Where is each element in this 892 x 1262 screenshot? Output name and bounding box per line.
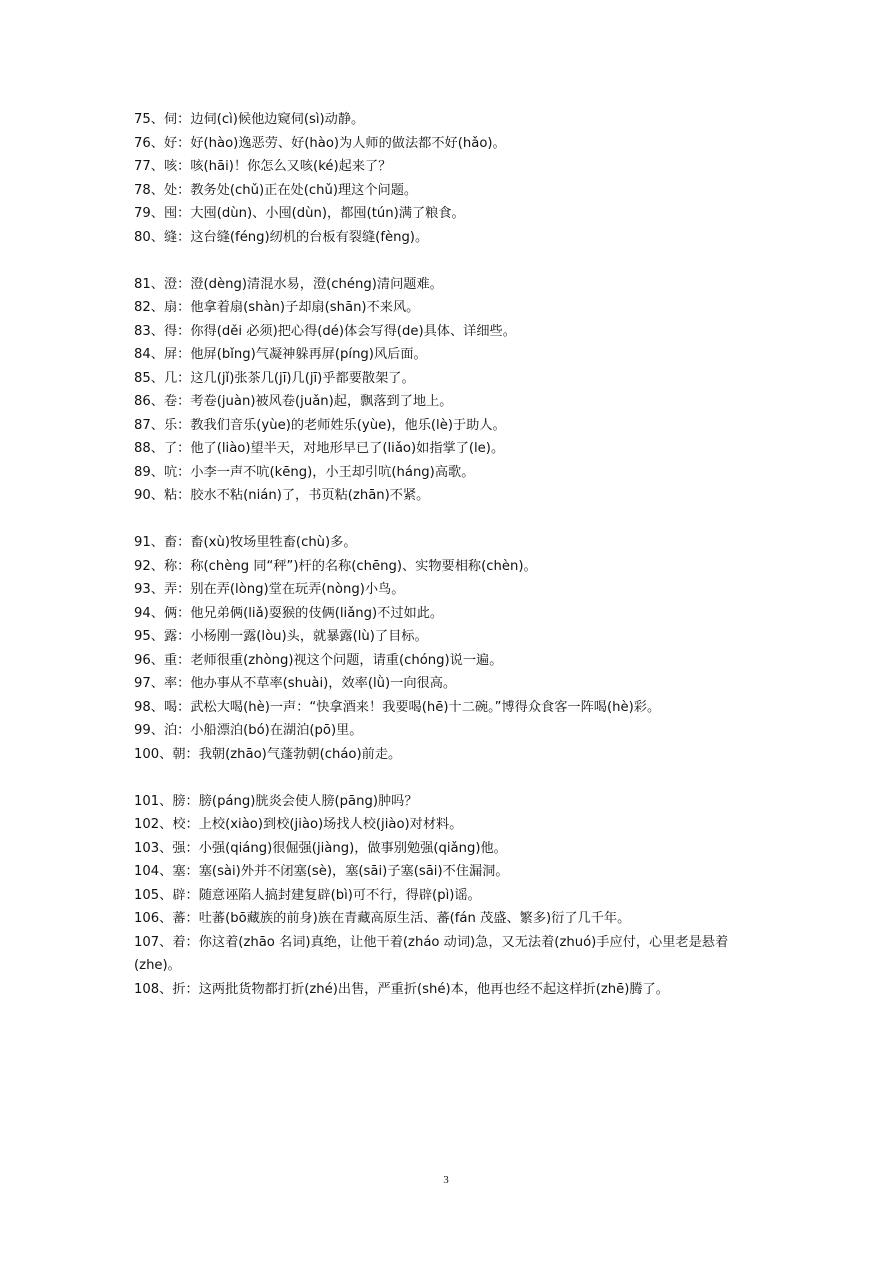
entry-78: 78、处：教务处(chǔ)正在处(chǔ)理这个问题。 (134, 182, 418, 198)
entry-group-91-100 (134, 531, 774, 766)
entry-group-75-80 (134, 108, 774, 249)
entry-85: 85、几：这几(jǐ)张茶几(jī)几(jī)乎都要散架了。 (134, 370, 415, 386)
entry-76: 76、好：好(hào)逸恶劳、好(hào)为人师的做法都不好(hǎo)。 (134, 135, 506, 151)
entry-87: 87、乐：教我们音乐(yùe)的老师姓乐(yùe)，他乐(lè)于助人。 (134, 417, 506, 433)
entry-93: 93、弄：别在弄(lòng)堂在玩弄(nòng)小鸟。 (134, 582, 405, 597)
entry-101: 101、膀：膀(páng)胱炎会使人膀(pāng)肿吗？ (134, 793, 418, 809)
entry-83: 83、得：你得(děi 必须)把心得(dé)体会写得(de)具体、详细些。 (134, 323, 516, 339)
entry-88: 88、了：他了(liào)望半天，对地形早已了(liǎo)如指掌了(le)。 (134, 441, 505, 456)
entry-98: 98、喝：武松大喝(hè)一声：“快拿酒来！我要喝(hē)十二碗。”博得众食客一阵喝(hè)彩。 (134, 699, 661, 715)
entry-75: 75、伺：边伺(cì)候他边窥伺(sì)动静。 (134, 112, 365, 127)
entry-84: 84、屏：他屏(bǐng)气凝神躲再屏(píng)风后面。 (134, 347, 427, 362)
entry-105: 105、辟：随意诬陷人搞封建复辟(bì)可不行，得辟(pì)谣。 (134, 887, 481, 903)
entry-104: 104、塞：塞(sài)外并不闭塞(sè)，塞(sāi)子塞(sāi)不住漏洞。 (134, 864, 509, 879)
entry-92: 92、称：称(chèng 同“秤”)杆的名称(chēng)、实物要相称(chèn)。 (134, 558, 537, 574)
document-content (134, 108, 774, 1001)
entry-96: 96、重：老师很重(zhòng)视这个问题，请重(chóng)说一遍。 (134, 652, 503, 668)
entry-86: 86、卷：考卷(juàn)被风卷(juǎn)起，飘落到了地上。 (134, 394, 453, 409)
entry-81: 81、澄：澄(dèng)清混水易，澄(chéng)清问题难。 (134, 276, 443, 292)
entry-107: 107、着：你这着(zhāo 名词)真绝，让他干着(zháo 动词)急，又无法着(zhuó)手应付，心里老是悬着(zhe)。 (134, 934, 729, 973)
entry-95: 95、露：小杨刚一露(lòu)头，就暴露(lù)了目标。 (134, 629, 428, 644)
entry-99: 99、泊：小船漂泊(bó)在湖泊(pō)里。 (134, 723, 363, 738)
entry-100: 100、朝：我朝(zhāo)气蓬勃朝(cháo)前走。 (134, 746, 402, 762)
entry-79: 79、囤：大囤(dùn)、小囤(dùn)，都囤(tún)满了粮食。 (134, 206, 465, 221)
entry-90: 90、粘：胶水不粘(nián)了，书页粘(zhān)不紧。 (134, 488, 430, 503)
entry-97: 97、率：他办事从不草率(shuài)，效率(lǜ)一向很高。 (134, 676, 457, 691)
entry-77: 77、咳：咳(hāi)！你怎么又咳(ké)起来了？ (134, 159, 392, 174)
entry-80: 80、缝：这台缝(féng)纫机的台板有裂缝(fèng)。 (134, 229, 429, 245)
entry-108: 108、折：这两批货物都打折(zhé)出售，严重折(shé)本，他再也经不起这样折(zhē)腾了。 (134, 981, 669, 997)
entry-group-101-108 (134, 790, 774, 1002)
entry-89: 89、吭：小李一声不吭(kēng)，小王却引吭(háng)高歌。 (134, 464, 475, 480)
entry-82: 82、扇：他拿着扇(shàn)子却扇(shān)不来风。 (134, 300, 420, 315)
entry-106: 106、蕃：吐蕃(bō藏族的前身)族在青藏高原生活、蕃(fán 茂盛、繁多)衍了几千年。 (134, 911, 631, 926)
entry-91: 91、畜：畜(xù)牧场里牲畜(chù)多。 (134, 535, 357, 550)
entry-103: 103、强：小强(qiáng)很倔强(jiàng)，做事别勉强(qiǎng)他。 (134, 840, 507, 856)
page-number: 3 (443, 1174, 449, 1186)
entry-102: 102、校：上校(xiào)到校(jiào)场找人校(jiào)对材料。 (134, 817, 463, 832)
entry-94: 94、俩：他兄弟俩(liǎ)耍猴的伎俩(liǎng)不过如此。 (134, 605, 444, 621)
entry-group-81-90 (134, 273, 774, 508)
